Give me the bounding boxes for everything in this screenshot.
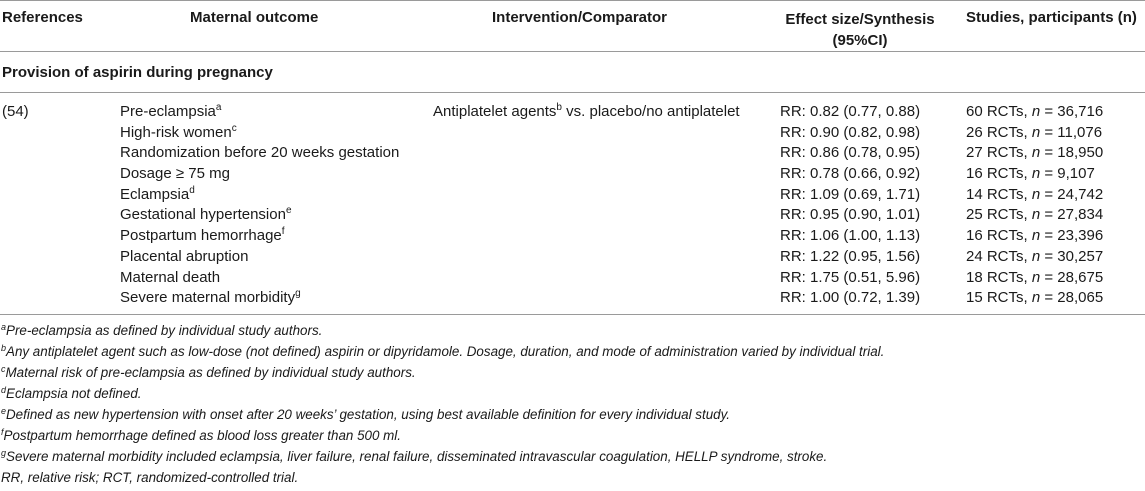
footnote-mark: c bbox=[1, 363, 6, 374]
footnote-mark: b bbox=[1, 342, 7, 353]
cell-studies bbox=[966, 186, 1103, 203]
table-header bbox=[0, 0, 1145, 52]
footnote-mark: e bbox=[1, 405, 7, 416]
cell-effect-size: RR: 0.82 (0.77, 0.88) bbox=[780, 103, 921, 120]
footnote-mark: d bbox=[1, 384, 7, 395]
outcome-footnote-mark: f bbox=[281, 226, 285, 238]
outcome-text: Dosage ≥ 75 mg bbox=[120, 165, 230, 183]
cell-studies bbox=[966, 124, 1102, 141]
cell-effect-size: RR: 0.95 (0.90, 1.01) bbox=[780, 206, 921, 224]
n-label: n bbox=[1031, 289, 1041, 307]
cell-outcome bbox=[120, 289, 301, 306]
intervention-text: Antiplatelet agents bbox=[433, 103, 557, 120]
cell-studies bbox=[966, 227, 1103, 244]
cell-effect-size: RR: 0.78 (0.66, 0.92) bbox=[780, 165, 921, 183]
studies-count: 24 RCTs, bbox=[966, 247, 1032, 265]
participants-count: = 11,076 bbox=[1040, 123, 1103, 141]
table-row bbox=[0, 101, 1145, 122]
cell-effect-size: RR: 1.00 (0.72, 1.39) bbox=[780, 289, 921, 307]
outcome-text: High-risk women bbox=[120, 123, 232, 141]
footnote-text: Any antiplatelet agent such as low-dose (not defined) aspirin or dipyridamole. Dosage, duration, and mode of administration varied by individual trial. bbox=[6, 343, 885, 359]
outcome-footnote-mark: e bbox=[285, 205, 292, 217]
cell-studies bbox=[966, 103, 1103, 120]
section-title: Provision of aspirin during pregnancy bbox=[2, 64, 273, 81]
table-row bbox=[0, 287, 1145, 308]
cell-studies bbox=[966, 206, 1103, 223]
n-label: n bbox=[1031, 144, 1041, 162]
outcome-text: Eclampsia bbox=[120, 185, 190, 203]
outcome-footnote-mark: c bbox=[231, 122, 237, 134]
participants-count: = 23,396 bbox=[1040, 227, 1104, 245]
header-intervention: Intervention/Comparator bbox=[492, 9, 668, 26]
header-maternal-outcome: Maternal outcome bbox=[190, 9, 319, 26]
table-footnotes bbox=[0, 315, 1145, 491]
table-row bbox=[0, 267, 1145, 288]
footnote-mark: a bbox=[1, 321, 7, 332]
n-label: n bbox=[1031, 185, 1041, 203]
table-row bbox=[0, 225, 1145, 246]
footnote-text: RR, relative risk; RCT, randomized-controlled trial. bbox=[1, 469, 299, 485]
outcome-footnote-mark: d bbox=[189, 184, 195, 196]
cell-effect-size: RR: 0.90 (0.82, 0.98) bbox=[780, 123, 921, 141]
cell-effect-size: RR: 1.06 (1.00, 1.13) bbox=[780, 227, 921, 245]
participants-count: = 28,065 bbox=[1040, 289, 1104, 307]
studies-count: 25 RCTs, bbox=[966, 206, 1032, 224]
cell-studies bbox=[966, 248, 1103, 265]
cell-outcome bbox=[120, 144, 399, 161]
participants-count: = 30,257 bbox=[1040, 247, 1104, 265]
footnote bbox=[0, 470, 1145, 491]
participants-count: = 27,834 bbox=[1040, 206, 1104, 224]
footnote bbox=[0, 449, 1145, 470]
studies-count: 18 RCTs, bbox=[966, 268, 1032, 286]
outcome-footnote-mark: a bbox=[215, 102, 222, 113]
n-label: n bbox=[1031, 206, 1041, 224]
studies-count: 15 RCTs, bbox=[966, 289, 1032, 307]
cell-studies bbox=[966, 289, 1103, 306]
n-label: n bbox=[1031, 227, 1041, 245]
participants-count: = 36,716 bbox=[1040, 103, 1104, 120]
table-body bbox=[0, 93, 1145, 315]
n-label: n bbox=[1031, 247, 1041, 265]
table-row bbox=[0, 163, 1145, 184]
footnote bbox=[0, 428, 1145, 449]
participants-count: = 18,950 bbox=[1040, 144, 1104, 162]
outcome-text: Randomization before 20 weeks gestation bbox=[120, 144, 400, 162]
cell-effect-size: RR: 1.75 (0.51, 5.96) bbox=[780, 268, 921, 286]
n-label: n bbox=[1031, 123, 1041, 141]
studies-count: 27 RCTs, bbox=[966, 144, 1032, 162]
outcome-text: Gestational hypertension bbox=[120, 206, 286, 224]
footnote-text: Maternal risk of pre-eclampsia as defined by individual study authors. bbox=[5, 364, 416, 380]
cell-outcome bbox=[120, 227, 285, 244]
outcome-footnote-mark: g bbox=[295, 288, 301, 300]
cell-outcome bbox=[120, 248, 248, 265]
table-row bbox=[0, 204, 1145, 225]
header-studies: Studies, participants (n) bbox=[966, 9, 1137, 26]
studies-count: 16 RCTs, bbox=[966, 227, 1032, 245]
cell-outcome bbox=[120, 165, 230, 182]
cell-studies bbox=[966, 269, 1103, 286]
cell-outcome bbox=[120, 269, 220, 286]
footnote bbox=[0, 407, 1145, 428]
outcome-text: Maternal death bbox=[120, 268, 221, 286]
footnote-text: Postpartum hemorrhage defined as blood loss greater than 500 ml. bbox=[3, 427, 402, 443]
table-row bbox=[0, 122, 1145, 143]
studies-count: 14 RCTs, bbox=[966, 185, 1032, 203]
studies-count: 26 RCTs, bbox=[966, 123, 1032, 141]
cell-intervention bbox=[433, 103, 740, 120]
footnote bbox=[0, 323, 1145, 344]
footnote-text: Eclampsia not defined. bbox=[6, 385, 142, 401]
footnote-text: Defined as new hypertension with onset after 20 weeks’ gestation, using best available definition for every individual study. bbox=[6, 406, 731, 422]
footnote-mark: f bbox=[1, 426, 4, 437]
n-label: n bbox=[1031, 165, 1041, 183]
outcome-text: Severe maternal morbidity bbox=[120, 289, 296, 307]
footnote bbox=[0, 386, 1145, 407]
intervention-footnote-mark: b bbox=[556, 102, 562, 113]
participants-count: = 24,742 bbox=[1040, 185, 1104, 203]
cell-outcome bbox=[120, 103, 221, 120]
cell-reference: (54) bbox=[2, 103, 29, 120]
header-effect-size: Effect size/Synthesis (95%CI) bbox=[785, 11, 935, 49]
intervention-comparator-text: vs. placebo/no antiplatelet bbox=[561, 103, 740, 120]
table-row bbox=[0, 184, 1145, 205]
cell-outcome bbox=[120, 206, 292, 223]
cell-studies bbox=[966, 165, 1095, 182]
outcome-text: Pre-eclampsia bbox=[120, 103, 216, 120]
footnote-text: Severe maternal morbidity included eclampsia, liver failure, renal failure, disseminated intravascular coagulation, HELLP syndrome, stroke. bbox=[6, 448, 828, 464]
cell-effect-size: RR: 1.09 (0.69, 1.71) bbox=[780, 185, 921, 203]
footnote-mark: g bbox=[1, 447, 7, 458]
n-label: n bbox=[1031, 103, 1041, 120]
table-row bbox=[0, 246, 1145, 267]
cell-effect-size: RR: 1.22 (0.95, 1.56) bbox=[780, 247, 921, 265]
cell-outcome bbox=[120, 186, 195, 203]
cell-effect-size: RR: 0.86 (0.78, 0.95) bbox=[780, 144, 921, 162]
cell-studies bbox=[966, 144, 1103, 161]
studies-count: 16 RCTs, bbox=[966, 165, 1032, 183]
participants-count: = 28,675 bbox=[1040, 268, 1104, 286]
n-label: n bbox=[1031, 268, 1041, 286]
outcome-text: Postpartum hemorrhage bbox=[120, 227, 282, 245]
outcome-text: Placental abruption bbox=[120, 247, 249, 265]
footnote bbox=[0, 344, 1145, 365]
footnote bbox=[0, 365, 1145, 386]
header-references: References bbox=[2, 9, 83, 26]
studies-count: 60 RCTs, bbox=[966, 103, 1032, 120]
footnote-text: Pre-eclampsia as defined by individual study authors. bbox=[6, 322, 323, 338]
participants-count: = 9,107 bbox=[1040, 165, 1095, 183]
table-row bbox=[0, 142, 1145, 163]
section-heading bbox=[0, 52, 1145, 93]
cell-outcome bbox=[120, 124, 237, 141]
